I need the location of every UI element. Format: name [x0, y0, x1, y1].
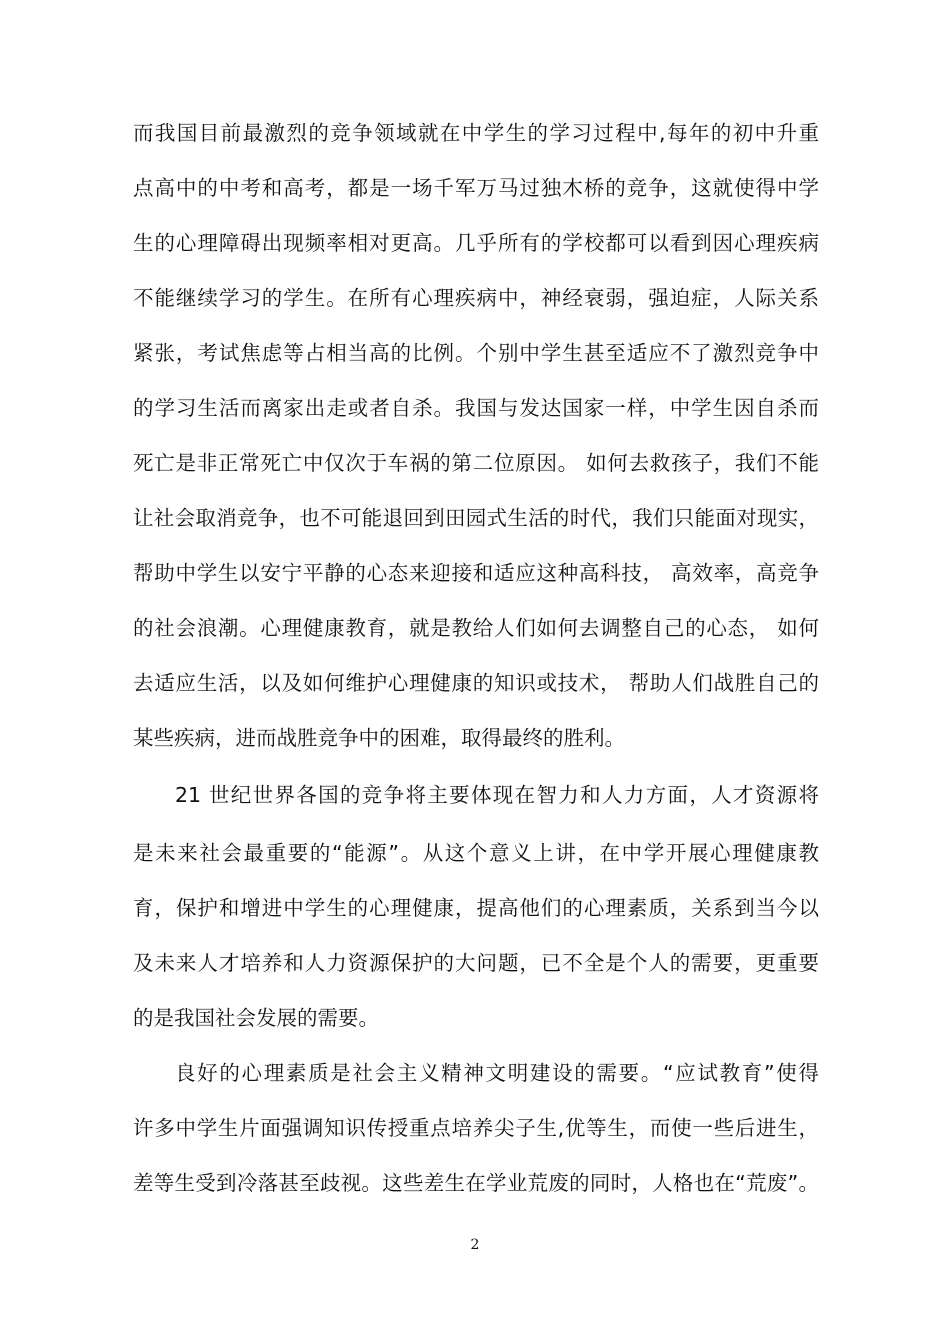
- text-line: 育，保护和增进中学生的心理健康，提高他们的心理素质，关系到当今以: [133, 896, 819, 920]
- text-line: 某些疾病，进而战胜竞争中的困难，取得最终的胜利。: [133, 726, 625, 750]
- text-line: 生的心理障碍出现频率相对更高。几乎所有的学校都可以看到因心理疾病: [133, 231, 819, 255]
- text-line: 的学习生活而离家出走或者自杀。我国与发达国家一样，中学生因自杀而: [133, 396, 819, 420]
- text-line: 的社会浪潮。心理健康教育，就是教给人们如何去调整自己的心态， 如何: [133, 616, 819, 640]
- text-line: 紧张，考试焦虑等占相当高的比例。个别中学生甚至适应不了激烈竞争中: [133, 341, 819, 365]
- text-line: 良好的心理素质是社会主义精神文明建设的需要。“应试教育”使得: [175, 1061, 819, 1085]
- text-line: 去适应生活，以及如何维护心理健康的知识或技术， 帮助人们战胜自己的: [133, 671, 819, 695]
- text-line: 不能继续学习的学生。在所有心理疾病中，神经衰弱，强迫症，人际关系: [133, 286, 819, 310]
- page-number: 2: [470, 1237, 480, 1253]
- text-line: 21 世纪世界各国的竞争将主要体现在智力和人力方面，人才资源将: [175, 783, 819, 807]
- text-line: 帮助中学生以安宁平静的心态来迎接和适应这种高科技， 高效率，高竞争: [133, 561, 819, 585]
- text-line: 点高中的中考和高考，都是一场千军万马过独木桥的竞争，这就使得中学: [133, 176, 819, 200]
- text-line: 而我国目前最激烈的竞争领域就在中学生的学习过程中,每年的初中升重: [133, 121, 819, 145]
- text-line: 的是我国社会发展的需要。: [133, 1006, 379, 1030]
- text-line: 死亡是非正常死亡中仅次于车祸的第二位原因。 如何去救孩子，我们不能: [133, 451, 819, 475]
- text-line: 是未来社会最重要的“能源”。从这个意义上讲，在中学开展心理健康教: [133, 841, 819, 865]
- text-line: 许多中学生片面强调知识传授重点培养尖子生,优等生，而使一些后进生，: [133, 1116, 819, 1140]
- text-line: 及未来人才培养和人力资源保护的大问题，已不全是个人的需要，更重要: [133, 951, 819, 975]
- text-line: 差等生受到冷落甚至歧视。这些差生在学业荒废的同时，人格也在“荒废”。: [133, 1171, 819, 1195]
- text-line: 让社会取消竞争，也不可能退回到田园式生活的时代，我们只能面对现实，: [133, 506, 819, 530]
